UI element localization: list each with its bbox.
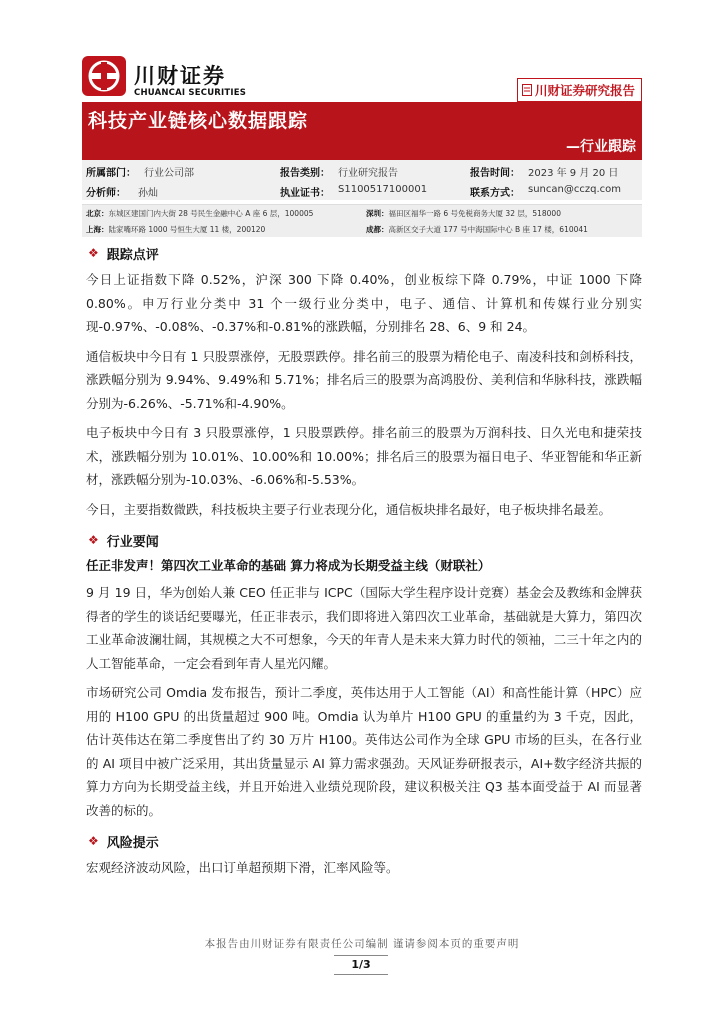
diamond-bullet-icon: ❖ [88, 246, 99, 260]
diamond-bullet-icon: ❖ [88, 533, 99, 547]
chengdu-address: 成都：高新区交子大道 177 号中海国际中心 B 座 17 楼，610041 [366, 225, 588, 234]
chuancai-logo-icon [82, 56, 126, 96]
review-paragraph-1: 今日上证指数下降 0.52%，沪深 300 下降 0.40%，创业板综下降 0.79%，中证 1000 下降 0.80%。申万行业分类中 31 个一级行业分类中，电子、通信、计算机和传媒行业分别实现-0.97%、-0.08%、-0.37%和-0.81%的涨跌幅，分别排名 28、6、9 和 24。 [86, 272, 642, 334]
news-headline: 任正非发声！第四次工业革命的基础 算力将成为长期受益主线（财联社） [86, 558, 491, 573]
analyst-value: 孙灿 [138, 188, 158, 199]
report-subtitle: —行业跟踪 [566, 139, 636, 155]
office-addresses [82, 204, 642, 237]
meta-row-2 [82, 180, 642, 200]
risk-paragraph-1: 宏观经济波动风险，出口订单超预期下滑，汇率风险等。 [86, 860, 399, 875]
cert-value: S1100517100001 [338, 184, 428, 195]
review-paragraph-3: 电子板块中今日有 3 只股票涨停，1 只股票跌停。排名前三的股票为万润科技、日久光电和捷荣技术，涨跌幅分别为 10.01%、10.00%和 10.00%；排名后三的股票为福日电子、华亚智能和华正新材，涨跌幅分别为-10.03%、-6.06%和-5.53%。 [86, 425, 642, 487]
cert-label: 执业证书： [280, 188, 330, 199]
type-label: 报告类别： [280, 168, 330, 179]
analyst-label: 分析师： [86, 188, 126, 199]
address-row-1 [82, 205, 642, 221]
report-title: 科技产业链核心数据跟踪 [88, 110, 309, 132]
diamond-bullet-icon: ❖ [88, 834, 99, 848]
news-paragraph-1: 9 月 19 日，华为创始人兼 CEO 任正非与 ICPC（国际大学生程序设计竞赛）基金会及教练和金牌获得者的学生的谈话纪要曝光，任正非表示，我们即将进入第四次工业革命，基础就是大算力，第四次工业革命波澜壮阔，其规模之大不可想象，今天的年青人是未来大算力时代的领袖，二三十年之内的人工智能革命，一定会看到年青人星光闪耀。 [86, 585, 642, 671]
beijing-address: 北京：东城区建国门内大街 28 号民生金融中心 A 座 6 层，100005 [86, 209, 314, 218]
section-risk-heading [86, 828, 642, 854]
report-body [86, 240, 642, 886]
section-review-title: 跟踪点评 [106, 247, 159, 263]
section-news-heading [86, 527, 642, 553]
section-review-heading [86, 240, 642, 266]
dept-label: 所属部门： [86, 168, 136, 179]
review-paragraph-4: 今日，主要指数微跌，科技板块主要子行业表现分化，通信板块排名最好，电子板块排名最差。 [86, 501, 612, 517]
page-number: 1/3 [334, 955, 388, 975]
brand-name-cn: 川财证券 [134, 64, 226, 88]
report-header [82, 54, 642, 104]
contact-label: 联系方式： [470, 188, 520, 199]
report-type-tag [517, 78, 642, 102]
footer-disclaimer: 本报告由川财证券有限责任公司编制 谨请参阅本页的重要声明 [204, 938, 520, 950]
contact-value[interactable]: suncan@cczq.com [528, 184, 621, 195]
shenzhen-address: 深圳：福田区福华一路 6 号免税商务大厦 32 层，518000 [366, 209, 561, 218]
review-paragraph-2: 通信板块中今日有 1 只股票涨停，无股票跌停。排名前三的股票为精伦电子、南凌科技和剑桥科技，涨跌幅分别为 9.94%、9.49%和 5.71%；排名后三的股票为高鸿股份、美利信和华脉科技，涨跌幅分别为-6.26%、-5.71%和-4.90%。 [86, 348, 642, 411]
news-paragraph-2: 市场研究公司 Omdia 发布报告，预计二季度，英伟达用于人工智能（AI）和高性能计算（HPC）应用的 H100 GPU 的出货量超过 900 吨。Omdia 认为单片 H100 GPU 的重量约为 3 千克，因此，估计英伟达在第二季度售出了约 30 万片 H100。英伟达公司作为全球 GPU 市场的巨头，在各行业的 AI 项目中被广泛采用，其出货量显示 AI 算力需求强劲。天风证券研报表示，AI+数字经济共振的算力方向为长期受益主线，并且开始进入业绩兑现阶段，建议积极关注 Q3 基本面受益于 AI 而显著改善的标的。 [86, 685, 642, 818]
brand-name-en: CHUANCAI SECURITIES [134, 88, 247, 98]
report-type-label: 川财证券研究报告 [534, 83, 635, 98]
type-value: 行业研究报告 [338, 168, 398, 179]
meta-row-1 [82, 160, 642, 180]
section-news-title: 行业要闻 [106, 534, 159, 550]
section-risk-title: 风险提示 [106, 835, 159, 851]
title-banner [82, 102, 642, 160]
document-icon [522, 84, 532, 96]
address-row-2 [82, 221, 642, 237]
dept-value: 行业公司部 [144, 168, 194, 179]
report-meta [82, 160, 642, 200]
time-label: 报告时间： [470, 168, 520, 179]
time-value: 2023 年 9 月 20 日 [528, 168, 619, 179]
shanghai-address: 上海：陆家嘴环路 1000 号恒生大厦 11 楼，200120 [86, 225, 266, 234]
